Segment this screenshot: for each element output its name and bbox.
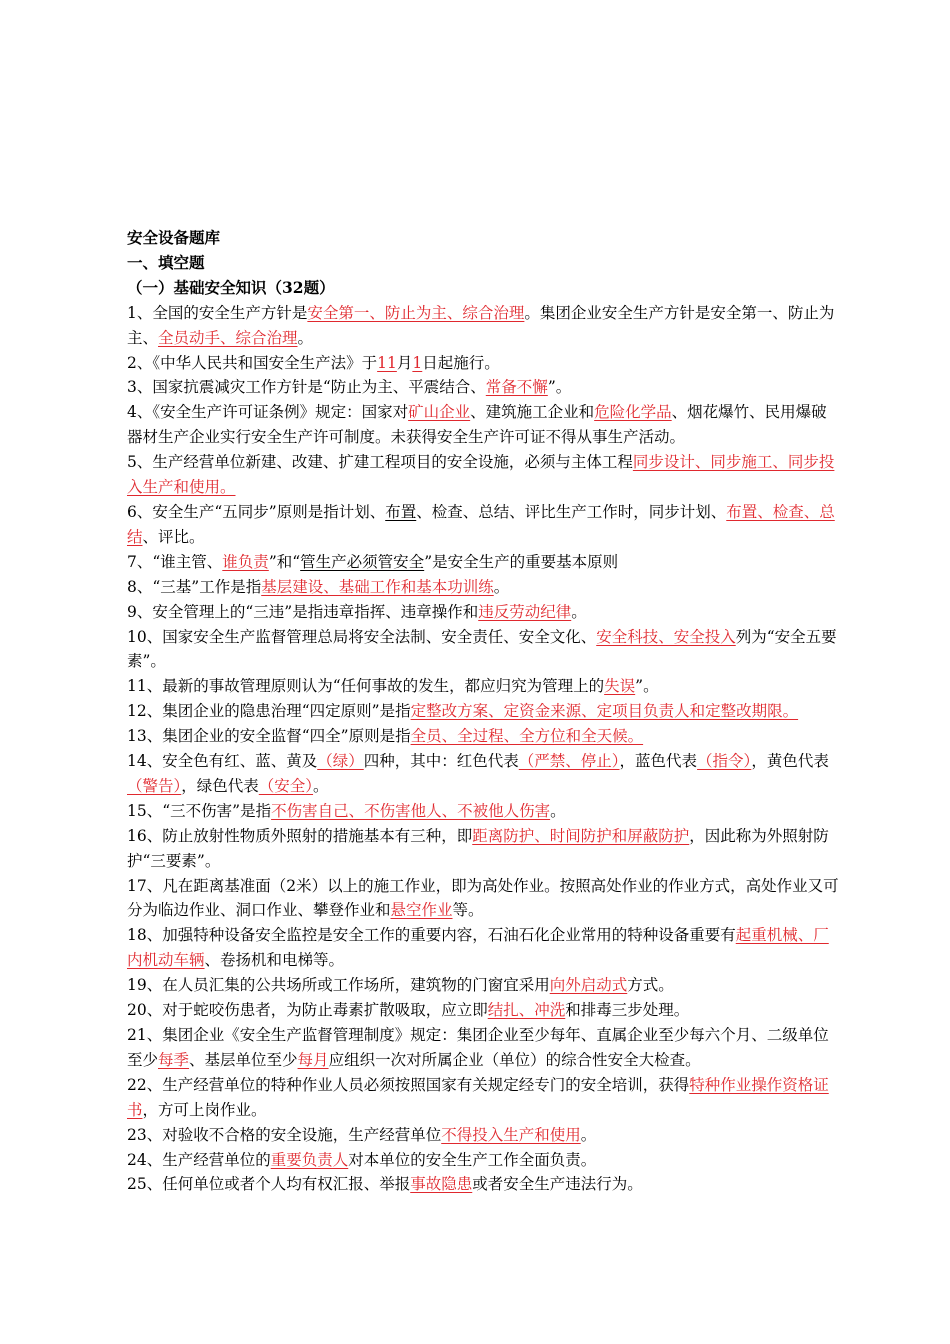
question-text: 四种，其中：红色代表 [363, 752, 519, 771]
answer-text: 每月 [297, 1050, 329, 1069]
answer-text: 危险化学品 [594, 403, 672, 422]
question-text: ，绿色代表 [181, 776, 259, 795]
question-text: 8、“三基”工作是指 [127, 577, 262, 596]
question-text: 10、国家安全生产监督管理总局将安全法制、安全责任、安全文化、 [127, 627, 597, 646]
question-text: 。集团企业安全生产方针是安全第一、防止为主、 [127, 303, 835, 347]
question-text: 23、对验收不合格的安全设施，生产经营单位 [127, 1125, 442, 1144]
question-text: 20、对于蛇咬伤患者，为防止毒素扩散吸取，应立即 [127, 1001, 488, 1020]
underlined-text: 管生产必须管安全 [300, 552, 425, 571]
question-text: ，蓝色代表 [619, 752, 698, 771]
question-item [127, 799, 839, 824]
question-item [127, 575, 839, 600]
answer-text: 失误 [604, 677, 636, 696]
question-item [127, 923, 839, 973]
question-text: 、评比。 [142, 527, 205, 546]
question-text: 24、生产经营单位的 [127, 1150, 271, 1169]
question-item [127, 301, 839, 351]
question-text: 。 [550, 801, 566, 820]
question-text: 17、凡在距离基准面（2米）以上的施工作业，即为高处作业。按照高处作业的作业方式，高处作业又可分为临边作业、洞口作业、攀登作业和 [127, 876, 839, 920]
question-text: 、基层单位至少 [189, 1050, 298, 1069]
question-item [127, 724, 839, 749]
answer-text: （指令） [697, 752, 752, 771]
answer-text: 结扎、冲洗 [487, 1001, 566, 1020]
question-item [127, 450, 839, 500]
question-text: 21、集团企业《安全生产监督管理制度》规定：集团企业至少每年、直属企业至少每六个月、二级单位至少 [127, 1026, 829, 1069]
question-text: ，黄色代表 [751, 752, 829, 771]
question-text: 。 [297, 328, 314, 347]
answer-text: 特种作业操作资格证书 [127, 1075, 829, 1119]
answer-text: 同步设计、同步施工、同步投入生产和使用。 [127, 453, 835, 497]
question-text: 应组织一次对所属企业（单位）的综合性安全大检查。 [328, 1050, 701, 1069]
question-text: 12、集团企业的隐患治理“四定原则”是指 [127, 702, 411, 721]
question-text: 方式。 [627, 976, 674, 995]
answer-text: 起重机械、厂内机动车辆 [127, 926, 829, 970]
question-item [127, 550, 839, 575]
answer-text: 布置、检查、总结 [127, 502, 835, 546]
question-text: 16、防止放射性物质外照射的措施基本有三种，即 [127, 826, 473, 845]
question-text: 22、生产经营单位的特种作业人员必须按照国家有关规定经专门的安全培训，获得 [127, 1075, 690, 1094]
document-title: 安全设备题库 [127, 228, 221, 247]
question-text: 2、《中华人民共和国安全生产法》于 [127, 353, 378, 372]
question-item [127, 749, 839, 799]
answer-text: （绿） [317, 752, 364, 771]
question-item [127, 824, 839, 874]
answer-text: 每季 [158, 1050, 190, 1069]
question-text: 11、最新的事故管理原则认为“任何事故的发生，都应归究为管理上的 [127, 677, 605, 696]
subsection-heading: （一）基础安全知识（32题） [127, 277, 335, 297]
question-text: ”。 [635, 677, 659, 696]
question-text: 对本单位的安全生产工作全面负责。 [348, 1150, 597, 1169]
question-text: 4、《安全生产许可证条例》规定：国家对 [127, 403, 409, 422]
question-text: ，因此称为外照射防护“三要素”。 [127, 826, 829, 870]
answer-text: 定整改方案、定资金来源、定项目负责人和定整改期限。 [410, 702, 799, 721]
answer-text: 全员、全过程、全方位和全天候。 [410, 727, 644, 746]
question-item [127, 400, 839, 450]
question-text: 9、安全管理上的“三违”是指违章指挥、违章操作和 [127, 602, 479, 621]
question-item [127, 1023, 839, 1073]
question-text: 等。 [452, 901, 484, 920]
answer-text: 矿山企业 [408, 403, 471, 422]
question-text: 。 [580, 1125, 597, 1144]
question-text: 、建筑施工企业和 [470, 403, 595, 422]
question-text: 和排毒三步处理。 [565, 1001, 690, 1020]
question-item [127, 1123, 839, 1148]
answer-text: 距离防护、时间防护和屏蔽防护 [472, 826, 690, 845]
question-text: 18、加强特种设备安全监控是安全工作的重要内容，石油石化企业常用的特种设备重要有 [127, 926, 736, 945]
question-text: 25、任何单位或者个人均有权汇报、举报 [127, 1175, 411, 1194]
question-text: 。 [493, 577, 510, 596]
question-item [127, 998, 839, 1023]
answer-text: 谁负责 [222, 552, 269, 571]
answer-text: （安全） [258, 776, 314, 795]
question-text: 。 [571, 602, 587, 621]
question-text: ”。 [547, 378, 572, 397]
question-text: 5、生产经营单位新建、改建、扩建工程项目的安全设施，必须与主体工程 [127, 453, 633, 472]
question-item [127, 625, 839, 675]
underlined-text: 布置 [385, 502, 417, 521]
question-item [127, 1172, 839, 1197]
question-text: 、烟花爆竹、民用爆破器材生产企业实行安全生产许可制度。未获得安全生产许可证不得从事生产活动。 [127, 403, 827, 447]
question-item [127, 874, 839, 924]
question-text: 、检查、总结、评比生产工作时，同步计划、 [416, 502, 727, 521]
question-text: 6、安全生产“五同步”原则是指计划、 [127, 502, 386, 521]
question-text: ，方可上岗作业。 [142, 1100, 267, 1119]
answer-text: 向外启动式 [549, 976, 628, 995]
question-text: 1、全国的安全生产方针是 [127, 303, 308, 322]
question-item [127, 1148, 839, 1173]
answer-text: 1 [412, 353, 423, 372]
answer-text: 不伤害自己、不伤害他人、不被他人伤害 [271, 801, 551, 820]
question-text: 、卷扬机和电梯等。 [204, 951, 345, 970]
answer-text: 安全第一、防止为主、综合治理 [307, 303, 525, 322]
section-heading: 一、填空题 [127, 252, 205, 272]
question-item [127, 674, 839, 699]
question-text: 15、“三不伤害”是指 [127, 801, 272, 820]
question-item [127, 375, 839, 400]
document-body [127, 226, 839, 1197]
question-item [127, 1073, 839, 1123]
answer-text: 常备不懈 [485, 378, 548, 397]
question-item [127, 973, 839, 998]
answer-text: （警告） [127, 776, 182, 795]
question-text: 3、国家抗震减灾工作方针是“防止为主、平震结合、 [127, 378, 486, 397]
question-text: 或者安全生产违法行为。 [472, 1175, 643, 1194]
answer-text: 不得投入生产和使用 [441, 1125, 581, 1144]
question-text: 19、在人员汇集的公共场所或工作场所，建筑物的门窗宜采用 [127, 976, 550, 995]
answer-text: 事故隐患 [410, 1175, 473, 1194]
answer-text: 全员动手、综合治理 [158, 328, 298, 347]
question-text: ”和“ [268, 552, 301, 571]
question-text: 。 [313, 776, 329, 795]
answer-text: 基层建设、基础工作和基本功训练 [261, 577, 494, 596]
question-text: 月 [396, 353, 413, 372]
answer-text: 悬空作业 [390, 901, 453, 920]
answer-text: 安全科技、安全投入 [596, 627, 736, 646]
question-item [127, 699, 839, 724]
question-text: 13、集团企业的安全监督“四全”原则是指 [127, 727, 411, 746]
answer-text: 11 [377, 353, 397, 372]
answer-text: （严禁、停止） [518, 752, 620, 771]
question-item [127, 351, 839, 376]
question-item [127, 500, 839, 550]
question-list [127, 301, 839, 1198]
question-text: 列为“安全五要素”。 [127, 627, 837, 671]
question-text: 7、“谁主管、 [127, 552, 223, 571]
answer-text: 重要负责人 [270, 1150, 349, 1169]
answer-text: 违反劳动纪律 [478, 602, 572, 621]
question-text: 日起施行。 [422, 353, 500, 372]
question-item [127, 600, 839, 625]
question-text: 14、安全色有红、蓝、黄及 [127, 752, 318, 771]
question-text: ”是安全生产的重要基本原则 [424, 552, 619, 571]
